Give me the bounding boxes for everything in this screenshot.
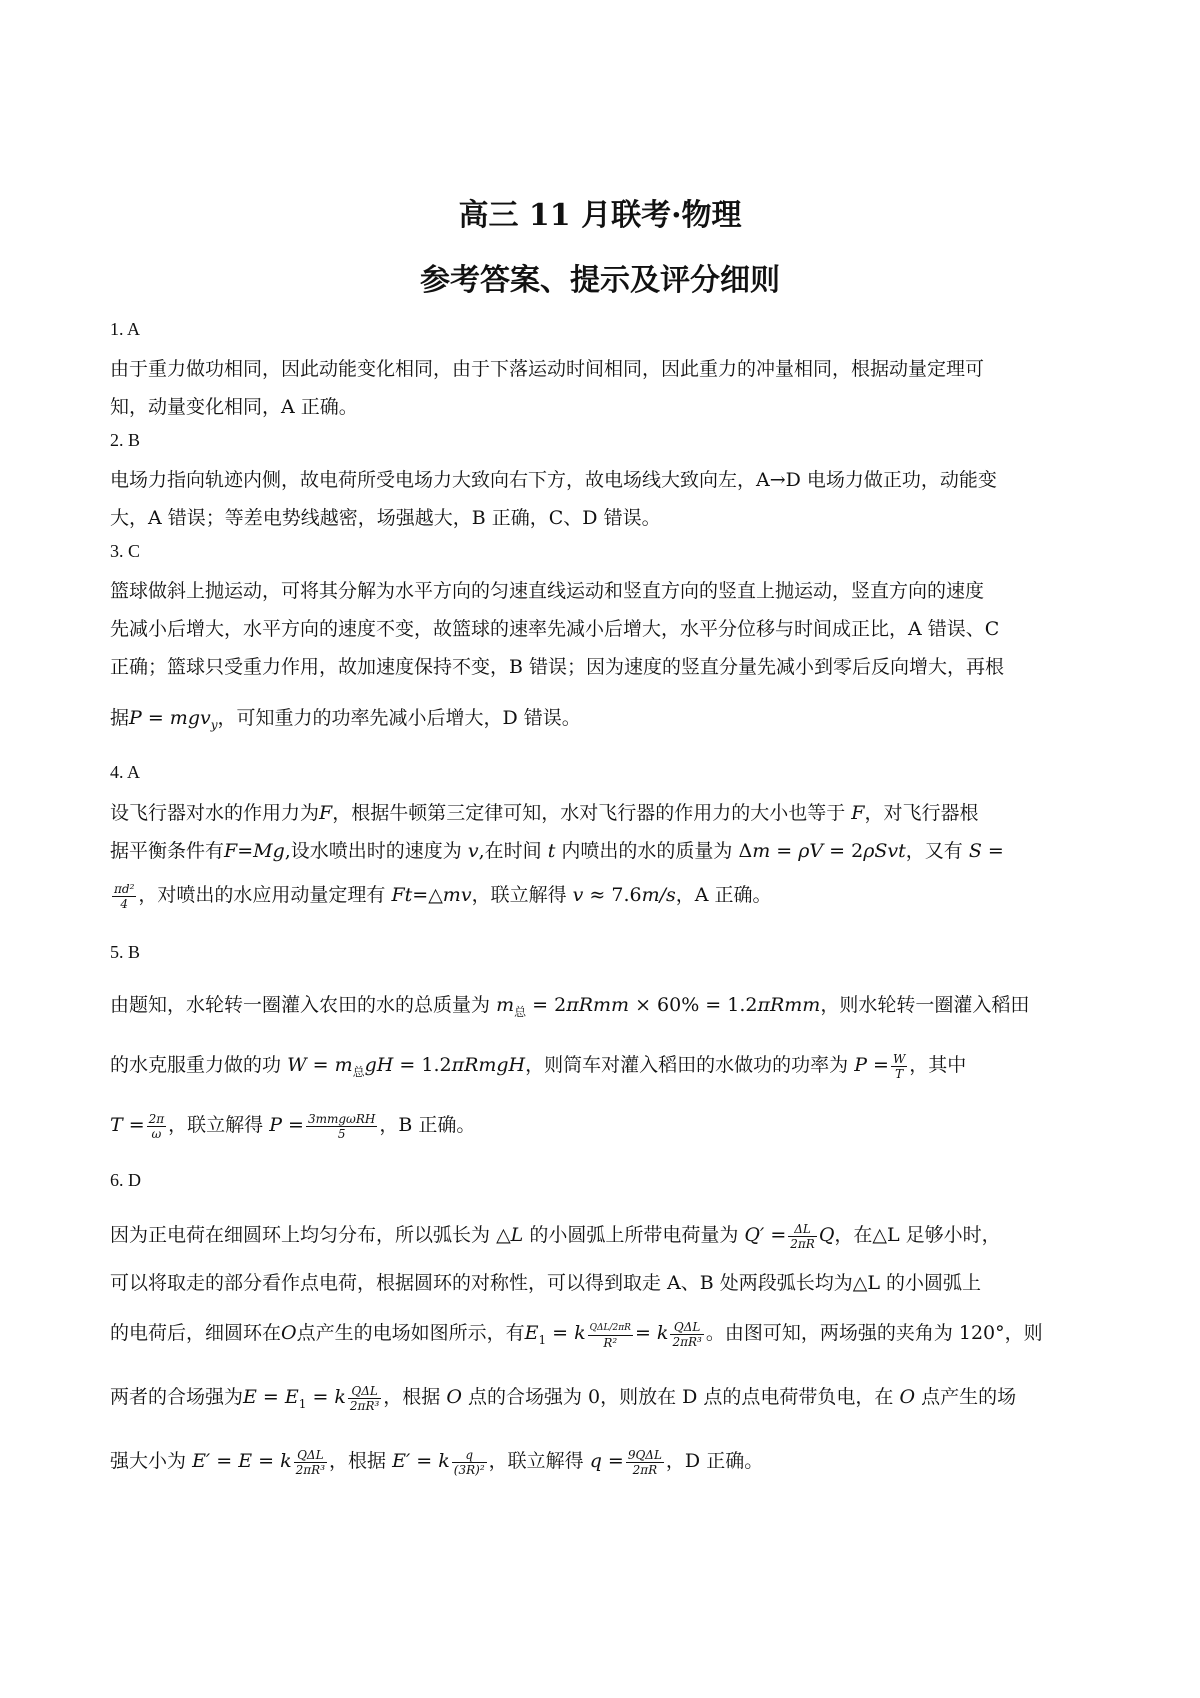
question-number: 1. A [110, 319, 141, 339]
question-number: 3. C [110, 541, 141, 561]
question-number: 4. A [110, 762, 141, 782]
page-subtitle: 参考答案、提示及评分细则 [420, 263, 780, 298]
answer-text: 大，A 错误；等差电势线越密，场强越大，B 正确，C、D 错误。 [110, 507, 661, 529]
answer-text: 由于重力做功相同，因此动能变化相同，由于下落运动时间相同，因此重力的冲量相同，根据动量定理可 [110, 358, 985, 380]
answer-text: 由题知，水轮转一圈灌入农田的水的总质量为 $m_总 = 2\pi Rmm \times 60\% = 1.2\pi Rmm$，则水轮转一圈灌入稻田 [110, 994, 1030, 1019]
answer-text-segment: 据 [110, 707, 130, 729]
answer-text: 设飞行器对水的作用力为F，根据牛顿第三定律可知，水对飞行器的作用力的大小也等于 F，对飞行器根 [110, 802, 979, 824]
power-formula: P = mgv$_y$ [129, 707, 218, 732]
answer-text: 可以将取走的部分看作点电荷，根据圆环的对称性，可以得到取走 A、B 处两段弧长均为△L 的小圆弧上 [110, 1272, 982, 1294]
answer-text: 正确；篮球只受重力作用，故加速度保持不变，B 错误；因为速度的竖直分量先减小到零后反向增大，再根 [110, 656, 1005, 678]
page-title: 高三 11 月联考·物理 [458, 198, 742, 233]
answer-text: 电场力指向轨迹内侧，故电荷所受电场力大致向右下方，故电场线大致向左，A→D 电场力做正功，动能变 [110, 469, 997, 491]
answer-text: $\frac{\text{πd²}}{4}$ ，对喷出的水应用动量定理有 Ft=△mv，联立解得 v ≈ 7.6m/s，A 正确。 [114, 881, 772, 911]
answer-text: 先减小后增大，水平方向的速度不变，故篮球的速率先减小后增大，水平分位移与时间成正比，A 错误、C [110, 618, 1000, 640]
answer-text: 强大小为 E′ = E = k $\frac{\text{QΔL}}{\text{2πR³}}$ ，根据 E′ = k $\frac{q}{\text{(3R)²}}$ ，联立解得 q = $\frac{\text{9QΔL}}{2\pi R}$ ，D 正确。 [110, 1447, 764, 1477]
answer-text: 两者的合场强为$E = E_1 = k$ $\frac{\text{QΔL}}{\text{2πR³}}$ ，根据 O 点的合场强为 0，则放在 D 点的点电荷带负电，在 O 点产生的场 [110, 1383, 1017, 1413]
question-number: 5. B [110, 942, 141, 962]
question-number: 6. D [110, 1170, 141, 1190]
answer-text: 的电荷后，细圆环在O点产生的电场如图所示，有$E_1 = k$ $\frac{\text{QΔL/2πR}}{\text{R²}}$ = k $\frac{\text{QΔL}}{\text{2πR³}}$ 。由图可知，两场强的夹角为 120°，则 [110, 1319, 1043, 1350]
answer-text: 篮球做斜上抛运动，可将其分解为水平方向的匀速直线运动和竖直方向的竖直上抛运动，竖直方向的速度 [110, 580, 985, 602]
answer-text: 因为正电荷在细圆环上均匀分布，所以弧长为 △L 的小圆弧上所带电荷量为 Q′ = $\frac{\Delta L}{2\pi R}$ Q，在△L 足够小时， [110, 1221, 1001, 1251]
answer-text-segment: ，可知重力的功率先减小后增大，D 错误。 [217, 707, 581, 729]
question-number: 2. B [110, 430, 141, 450]
answer-text: 据平衡条件有F=Mg,设水喷出时的速度为 v,在时间 t 内喷出的水的质量为 Δm = ρV = 2ρSvt，又有 S = [110, 840, 1004, 862]
answer-text: 的水克服重力做的功 $W = m_总gH$ = 1.2πRmgH，则筒车对灌入稻田的水做功的功率为 P = $\frac{W}{T}$ ，其中 [110, 1051, 967, 1081]
answer-text [110, 703, 1110, 732]
answer-text: T = $\frac{2\pi}{\omega}$ ，联立解得 P = $\frac{\text{3mmgωRH}}{5}$ ，B 正确。 [110, 1111, 476, 1141]
answer-text: 知，动量变化相同，A 正确。 [110, 396, 358, 418]
